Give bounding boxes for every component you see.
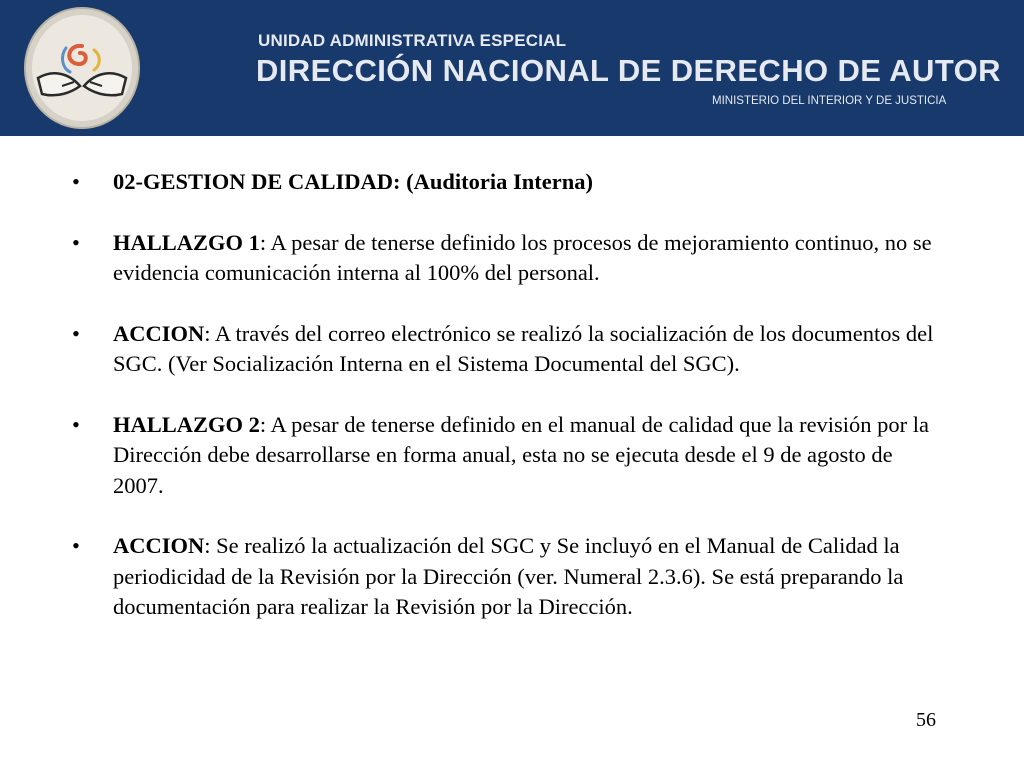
bullet-item <box>72 319 942 380</box>
bullet-item <box>72 228 942 289</box>
bullet-list <box>72 167 942 653</box>
bullet-text: : A pesar de tenerse definido los procesos de mejoramiento continuo, no se evidencia comunicación interna al 100% del personal. <box>113 229 932 285</box>
bullet-text: : Se realizó la actualización del SGC y Se incluyó en el Manual de Calidad la periodicidad de la Revisión por la Dirección (ver. Numeral 2.3.6). Se está preparando la documentación para realizar la Revisión por la Dirección. <box>113 533 904 619</box>
bullet-marker: • <box>72 411 80 437</box>
bullet-label: HALLAZGO 2 <box>113 411 260 437</box>
bullet-marker: • <box>72 320 80 346</box>
bullet-item <box>72 167 942 198</box>
bullet-label: 02-GESTION DE CALIDAD: (Auditoria Interna) <box>113 169 594 194</box>
hands-spiral-emblem-icon <box>22 6 142 130</box>
bullet-marker: • <box>72 533 80 558</box>
bullet-label: ACCION <box>113 320 205 346</box>
page-number: 56 <box>916 709 936 731</box>
ministry-title: MINISTERIO DEL INTERIOR Y DE JUSTICIA <box>712 95 947 107</box>
header-banner <box>0 0 1024 136</box>
bullet-text: : A pesar de tenerse definido en el manual de calidad que la revisión por la Dirección debe desarrollarse en forma anual, esta no se ejecuta desde el 9 de agosto de 2007. <box>113 411 930 498</box>
bullet-label: ACCION <box>113 533 205 558</box>
bullet-marker: • <box>72 229 80 255</box>
bullet-marker: • <box>72 169 80 194</box>
bullet-label: HALLAZGO 1 <box>113 229 260 255</box>
bullet-item <box>72 410 942 502</box>
org-main-title: DIRECCIÓN NACIONAL DE DERECHO DE AUTOR <box>256 53 1001 88</box>
bullet-text: : A través del correo electrónico se realizó la socialización de los documentos del SGC. (Ver Socialización Interna en el Sistema Documental del SGC). <box>113 320 934 376</box>
org-unit-title: UNIDAD ADMINISTRATIVA ESPECIAL <box>258 31 567 50</box>
bullet-item <box>72 531 942 623</box>
